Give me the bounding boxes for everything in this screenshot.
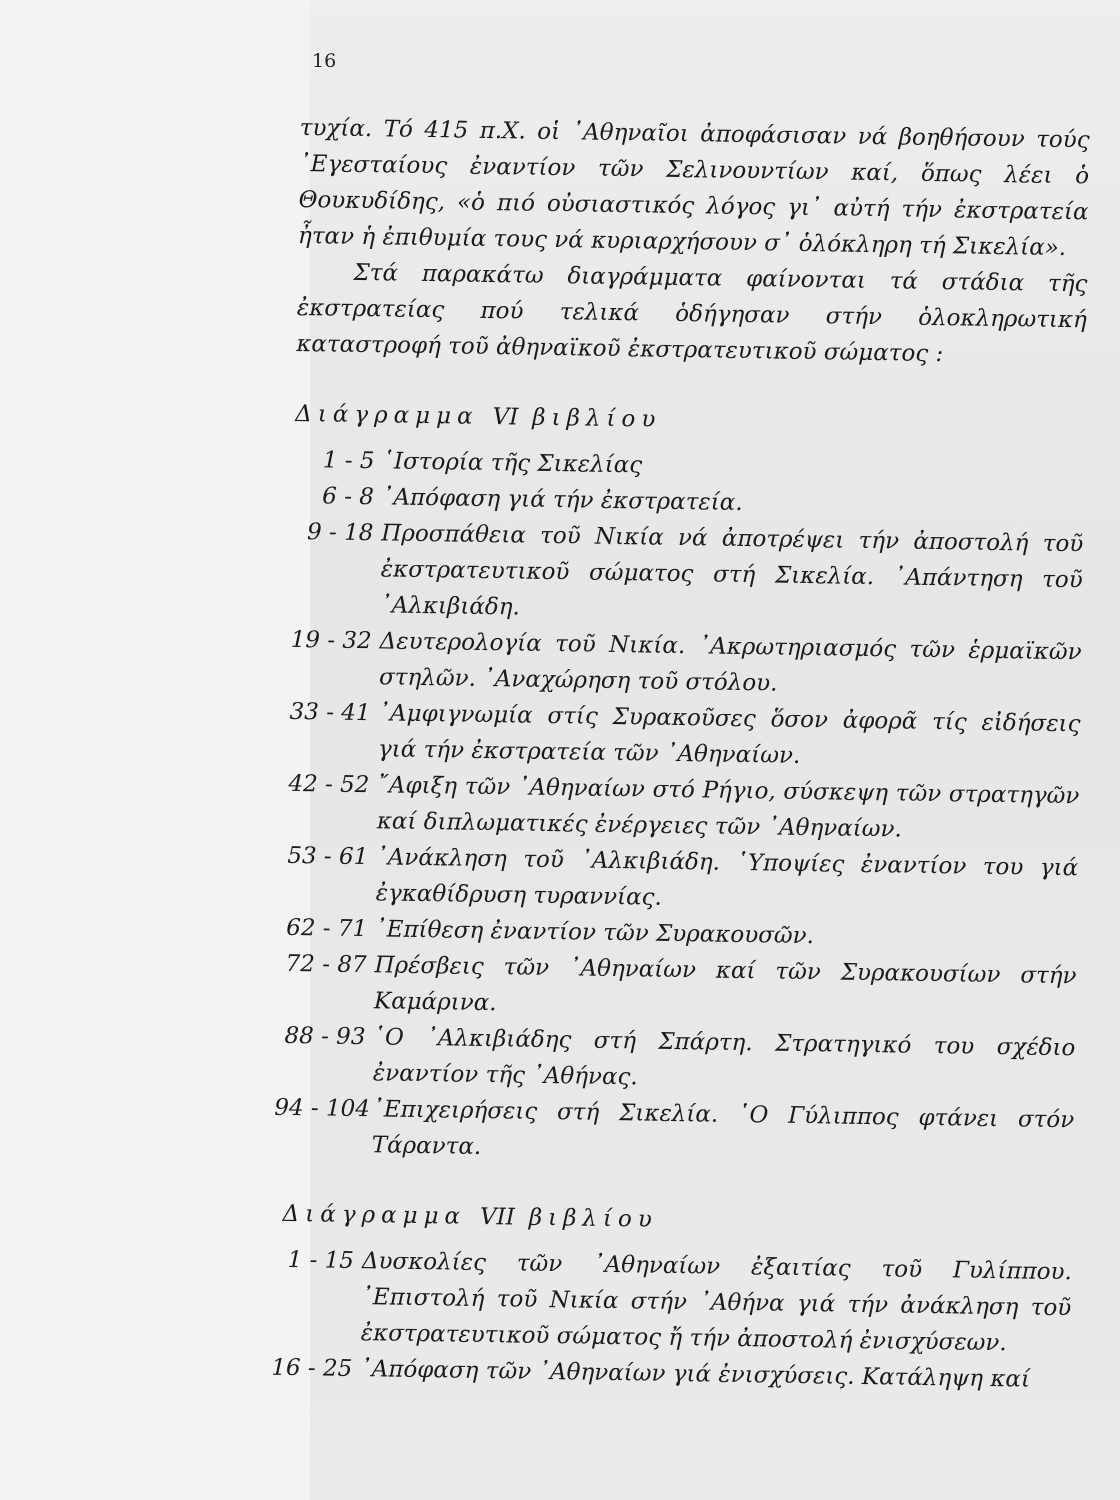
entry-text: ᾽Επιχειρήσεις στή Σικελία. ῾Ο Γύλιππος φτάνει στόν Τάραντα. bbox=[371, 1096, 1075, 1160]
entry-text: Δευτερολογία τοῦ Νικία. ᾽Ακρωτηριασμός τῶν ἑρμαϊκῶν στηλῶν. ᾽Αναχώρηση τοῦ στόλου. bbox=[378, 628, 1082, 697]
entry-range: 72 - 87 bbox=[285, 950, 367, 979]
entry-text: Δυσκολίες τῶν ᾽Αθηναίων ἐξαιτίας τοῦ Γυλίππου. ᾽Επιστολή τοῦ Νικία στήν ᾽Αθήνα γιά τήν ἀνάκληση τοῦ ἐκστρατευτικοῦ σώματος ἤ τήν ἀποστολή ἐνισχύσεων. bbox=[360, 1248, 1073, 1357]
outline-entry bbox=[275, 1018, 1076, 1103]
entry-range: 16 - 25 bbox=[271, 1354, 353, 1382]
entry-text: ᾽Επίθεση ἐναντίον τῶν Συρακουσῶν. bbox=[374, 916, 815, 950]
heading-label-book: βιβλίου bbox=[532, 404, 662, 433]
entry-range: 1 - 15 bbox=[287, 1246, 355, 1274]
entry-range: 94 - 104 bbox=[274, 1094, 371, 1123]
section-vi-entries bbox=[274, 442, 1084, 1174]
outline-entry bbox=[263, 1242, 1073, 1363]
entry-range: 19 - 32 bbox=[290, 626, 372, 655]
entry-text: Πρέσβεις τῶν ᾽Αθηναίων καί τῶν Συρακουσίων στήν Καμάρινα. bbox=[373, 952, 1077, 1017]
entry-range: 9 - 18 bbox=[306, 519, 374, 547]
heading-roman: VII bbox=[479, 1203, 516, 1231]
entry-text: Προσπάθεια τοῦ Νικία νά ἀποτρέψει τήν ἀποστολή τοῦ ἐκστρατευτικοῦ σώματος στή Σικελία. ᾽Απάντηση τοῦ ᾽Αλκιβιάδη. bbox=[380, 520, 1084, 621]
section-heading-vi bbox=[295, 396, 1085, 444]
entry-range: 62 - 71 bbox=[286, 914, 368, 943]
outline-entry bbox=[277, 838, 1078, 923]
outline-entry bbox=[273, 1090, 1074, 1175]
entry-range: 53 - 61 bbox=[287, 842, 369, 871]
entry-text: ῎Αφιξη τῶν ᾽Αθηναίων στό Ρήγιο, σύσκεψη τῶν στρατηγῶν καί διπλωματικές ἐνέργειες τῶν ᾽Αθηναίων. bbox=[376, 772, 1080, 843]
entry-range: 42 - 52 bbox=[288, 770, 370, 799]
intro-paragraph-2: Στά παρακάτω διαγράμματα φαίνονται τά στάδια τῆς ἐκστρατείας πού τελικά ὁδήγησαν στήν ὁλοκληρωτική καταστροφή τοῦ ἀθηναϊκοῦ ἐκστρατευτικοῦ σώματος : bbox=[296, 259, 1088, 368]
entry-text: ῾Ιστορία τῆς Σικελίας bbox=[382, 448, 643, 479]
section-heading-vii bbox=[282, 1196, 1072, 1244]
section-vii-entries bbox=[271, 1242, 1073, 1398]
outline-entry bbox=[279, 766, 1080, 851]
entry-range: 88 - 93 bbox=[284, 1022, 366, 1051]
entry-text: ᾽Ανάκληση τοῦ ᾽Αλκιβιάδη. ῾Υποψίες ἐναντίον του γιά ἐγκαθίδρυση τυραννίας. bbox=[375, 844, 1079, 911]
heading-roman: VI bbox=[492, 404, 519, 431]
entry-text: ᾽Απόφαση τῶν ᾽Αθηναίων γιά ἐνισχύσεις. Κατάληψη καί bbox=[360, 1356, 1031, 1393]
entry-text: ῾Ο ᾽Αλκιβιάδης στή Σπάρτη. Στρατηγικό του σχέδιο ἐναντίον τῆς ᾽Αθήνας. bbox=[372, 1024, 1076, 1091]
heading-label: Διάγραμμα bbox=[295, 400, 479, 430]
entry-text: ᾽Απόφαση γιά τήν ἐκστρατεία. bbox=[381, 484, 743, 516]
outline-entry bbox=[281, 622, 1082, 707]
entry-range: 6 - 8 bbox=[322, 483, 375, 511]
entry-range: 33 - 41 bbox=[289, 698, 371, 727]
intro-paragraph-1: τυχία. Τό 415 π.Χ. οἱ ᾽Αθηναῖοι ἀποφάσισαν νά βοηθήσουν τούς ᾽Εγεσταίους ἐναντίον τῶν Σελινουντίων καί, ὅπως λέει ὁ Θουκυδίδης, «ὁ πιό οὐσιαστικός λόγος γι᾽ αὐτή τήν ἐκστρατεία ἦταν ἡ ἐπιθυμία τους νά κυριαρχήσουν σ᾽ ὁλόκληρη τή Σικελία». bbox=[297, 114, 1090, 262]
heading-label: Διάγραμμα bbox=[282, 1200, 467, 1230]
heading-label-book: βιβλίου bbox=[528, 1204, 659, 1233]
outline-entry bbox=[276, 946, 1077, 1031]
outline-entry bbox=[282, 514, 1084, 635]
outline-entry bbox=[280, 694, 1081, 779]
page-number: 16 bbox=[312, 50, 337, 72]
page-content bbox=[271, 110, 1090, 1398]
entry-range: 1 - 5 bbox=[322, 447, 375, 475]
entry-text: ᾽Αμφιγνωμία στίς Συρακοῦσες ὅσον ἀφορᾶ τίς εἰδήσεις γιά τήν ἐκστρατεία τῶν ᾽Αθηναίων. bbox=[377, 700, 1081, 769]
